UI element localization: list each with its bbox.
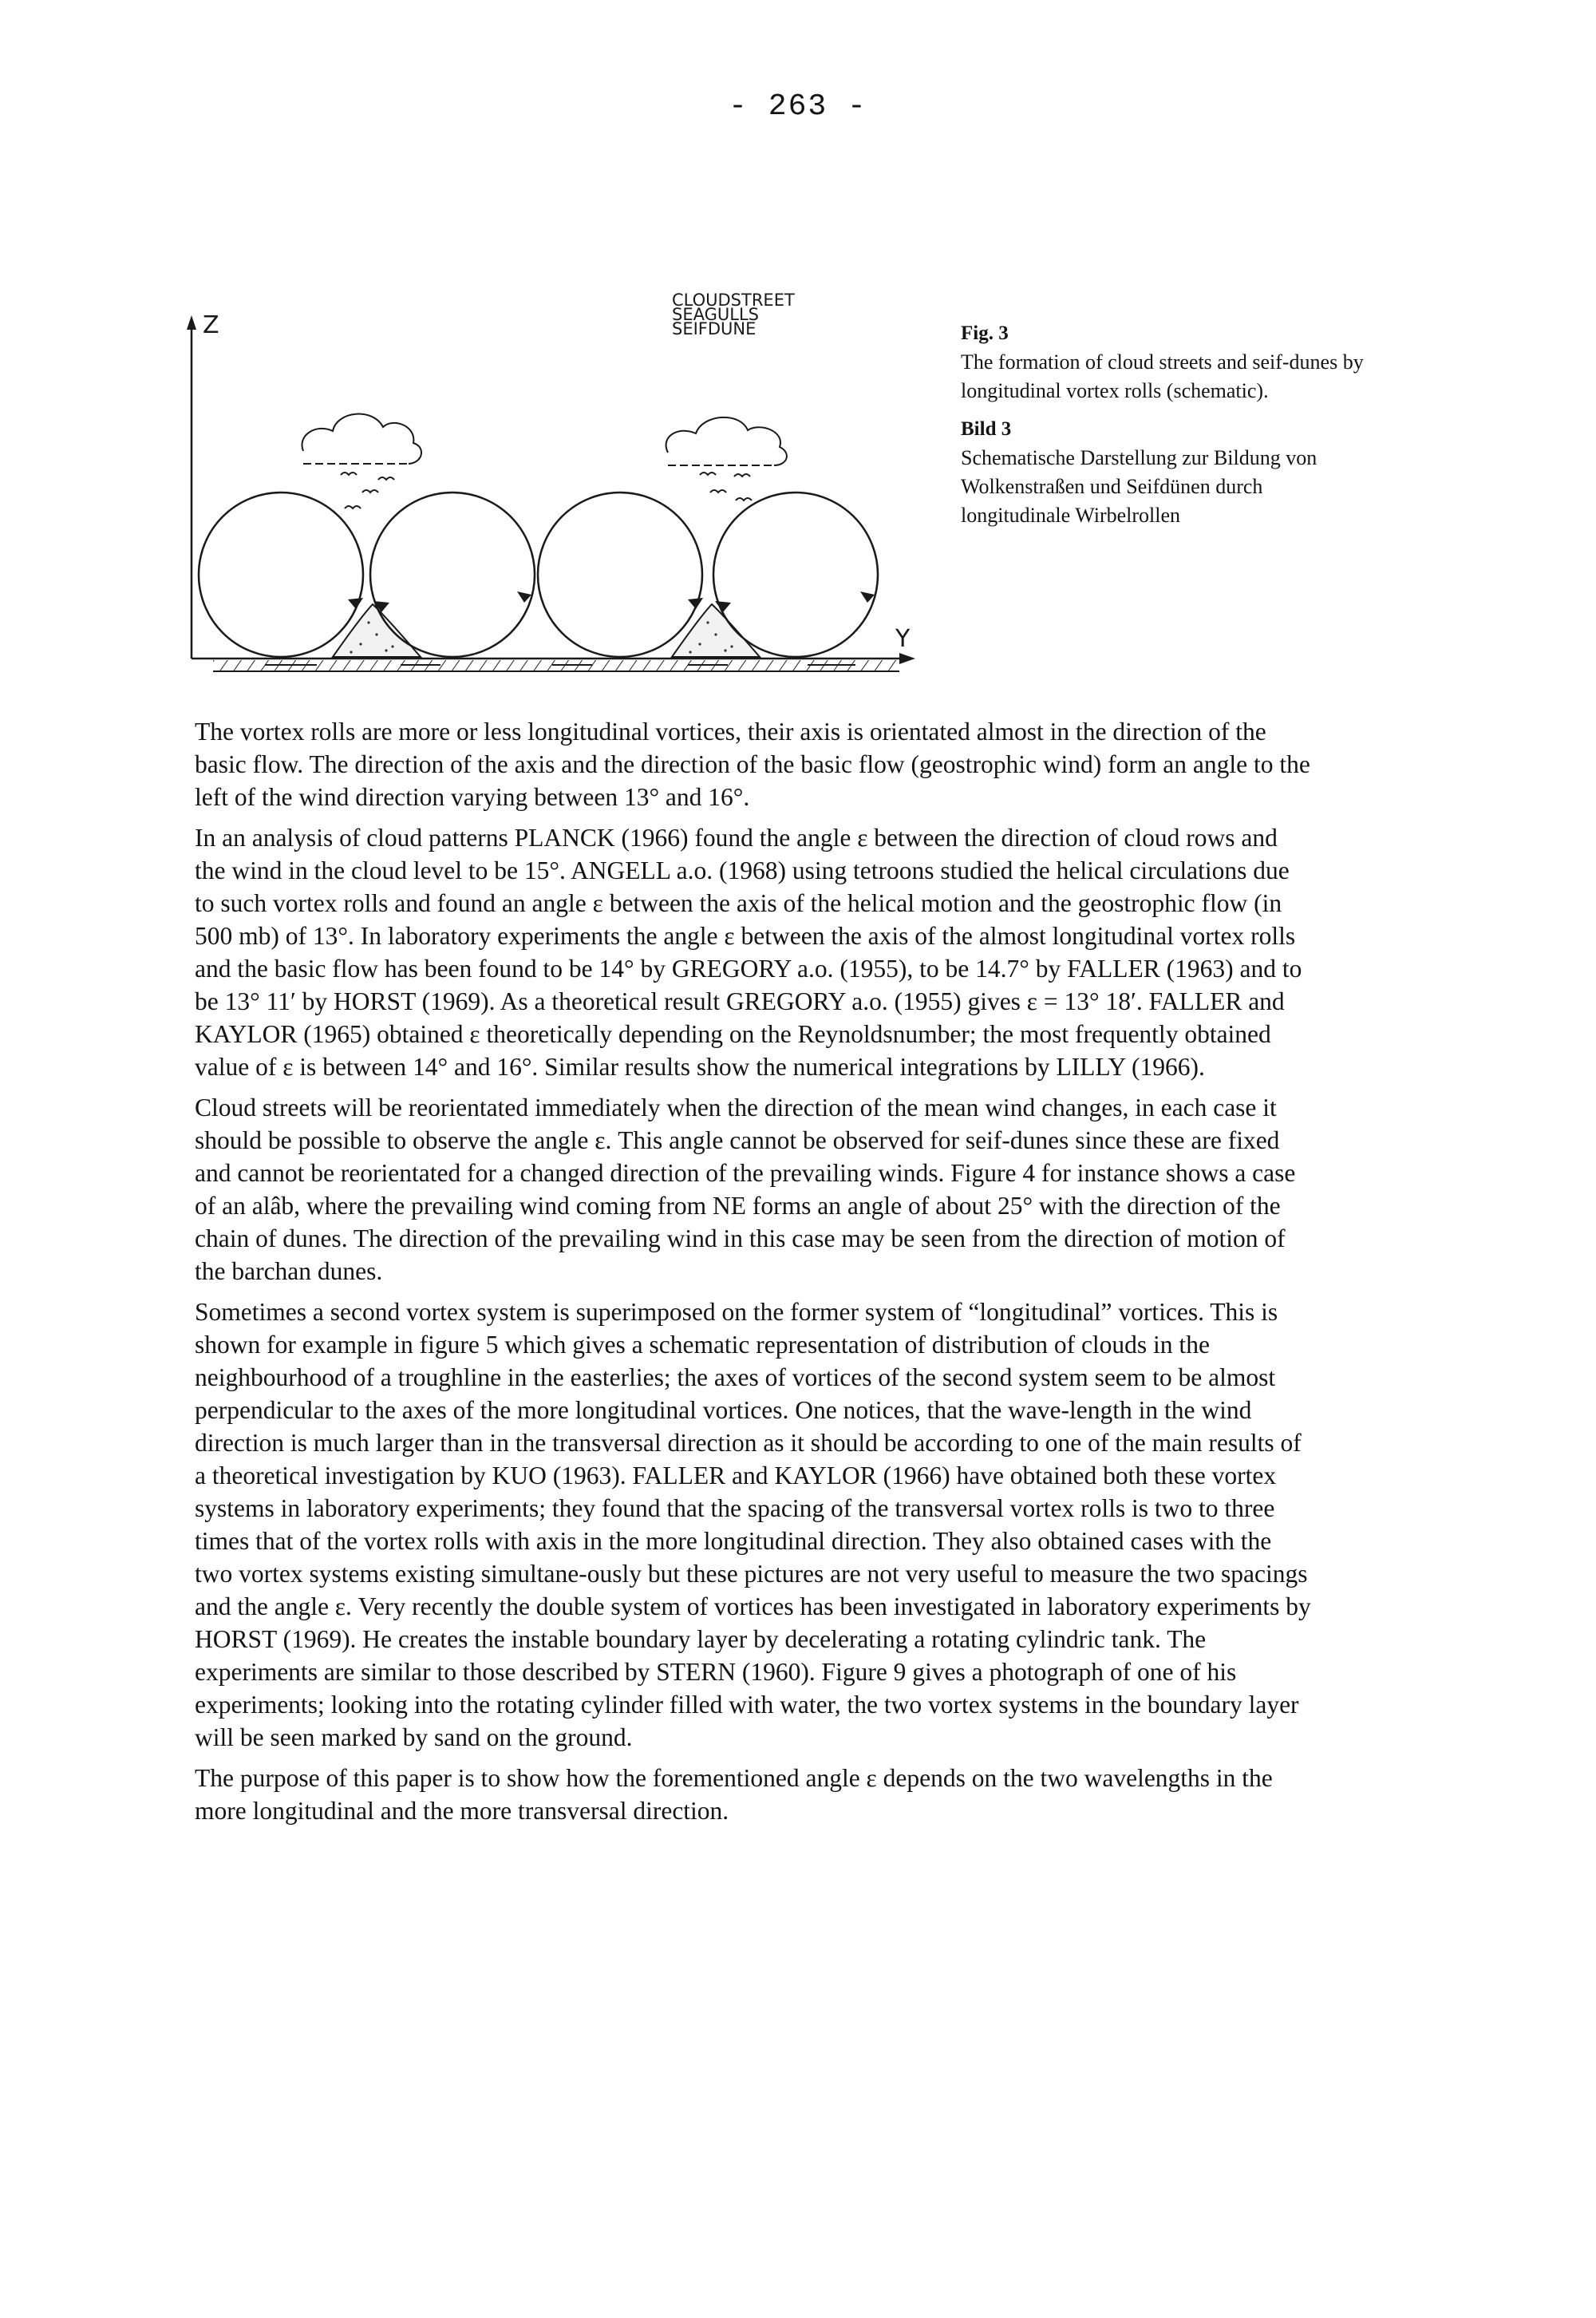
label-cloudstreet: CLOUDSTREET xyxy=(672,291,795,310)
rotation-arrow-icon xyxy=(348,598,363,609)
vortex-roll-2 xyxy=(370,492,535,657)
rotation-arrow-icon xyxy=(688,598,703,609)
paragraph: Cloud streets will be reorientated immediately when the direction of the mean wind changes, in each case it should be possible to observe the angle ε. This angle cannot be observed for seif-dunes since these are fixed and cannot be reorientated for a changed direction of the prevailing winds. Figure 4 for instance shows a case of an alâb, where the prevailing wind coming from NE forms an angle of about 25° with the direction of the chain of dunes. The direction of the prevailing wind in this case may be seen from the direction of motion of the barchan dunes. xyxy=(195,1094,1296,1285)
fig-caption-text: The formation of cloud streets and seif-dunes by longitudinal vortex rolls (schematic). xyxy=(961,350,1364,402)
y-axis-label: Y xyxy=(895,625,911,653)
seagulls-icon xyxy=(341,473,752,508)
fig-title: Fig. 3 xyxy=(961,322,1009,344)
figure-caption xyxy=(961,319,1376,530)
paragraph: The vortex rolls are more or less longitudinal vortices, their axis is orientated almost in the direction of the basic flow. The direction of the axis and the direction of the basic flow (geostrophic wind) form an angle to the left of the wind direction varying between 13° and 16°. xyxy=(195,718,1310,811)
vortex-roll-3 xyxy=(538,492,702,657)
vortex-roll-4 xyxy=(713,492,878,657)
body-text xyxy=(195,715,1312,1835)
label-seagulls: SEAGULLS xyxy=(672,305,759,324)
bild-caption-text: Schematische Darstellung zur Bildung von Wolkenstraßen und Seifdünen durch longitudinale Wirbelrollen xyxy=(961,446,1317,527)
seifdune-right xyxy=(672,604,760,657)
bild-title: Bild 3 xyxy=(961,418,1012,440)
paragraph: In an analysis of cloud patterns PLANCK (1966) found the angle ε between the direction of cloud rows and the wind in the cloud level to be 15°. ANGELL a.o. (1968) using tetroons studied the helical circulations due to such vortex rolls and found an angle ε between the axis of the helical motion and the geostrophic flow (in 500 mb) of 13°. In laboratory experiments the angle ε between the axis of the almost longitudinal vortex rolls and the basic flow has been found to be 14° by GREGORY a.o. (1955), to be 14.7° by FALLER (1963) and to be 13° 11′ by HORST (1969). As a theoretical result GREGORY a.o. (1955) gives ε = 13° 18′. FALLER and KAYLOR (1965) obtained ε theoretically depending on the Reynoldsnumber; the most frequently obtained value of ε is between 14° and 16°. Similar results show the numerical integrations by LILLY (1966). xyxy=(195,824,1302,1081)
cloud-icon xyxy=(666,417,787,465)
cloud-icon xyxy=(302,414,421,464)
z-axis-label: Z xyxy=(203,311,219,339)
seifdune-left xyxy=(333,604,421,657)
page-number: - 263 - xyxy=(729,89,867,124)
vortex-roll-diagram xyxy=(177,283,943,682)
paragraph: Sometimes a second vortex system is superimposed on the former system of “longitudinal” vortices. This is shown for example in figure 5 which gives a schematic representation of distribution of clouds in the neighbourhood of a troughline in the easterlies; the axes of vortices of the second system seem to be almost perpendicular to the axes of the more longitudinal vortices. One notices, that the wave-length in the wind direction is much larger than in the transversal direction as it should be according to one of the main results of a theoretical investigation by KUO (1963). FALLER and KAYLOR (1966) have obtained both these vortex systems in laboratory experiments; they found that the spacing of the transversal vortex rolls is two to three times that of the vortex rolls with axis in the more longitudinal direction. They also obtained cases with the two vortex systems existing simultane-ously but these pictures are not very useful to measure the two spacings and the angle ε. Very recently the double system of vortices has been investigated in laboratory experiments by HORST (1969). He creates the instable boundary layer by decelerating a rotating cylindric tank. The experiments are similar to those described by STERN (1960). Figure 9 gives a photograph of one of his experiments; looking into the rotating cylinder filled with water, the two vortex systems in the boundary layer will be seen marked by sand on the ground. xyxy=(195,1298,1311,1751)
z-axis xyxy=(187,315,196,659)
label-seifdune: SEIFDUNE xyxy=(672,319,757,338)
vortex-roll-1 xyxy=(199,492,363,657)
paragraph: The purpose of this paper is to show how the forementioned angle ε depends on the two wavelengths in the more longitudinal and the more transversal direction. xyxy=(195,1764,1273,1825)
